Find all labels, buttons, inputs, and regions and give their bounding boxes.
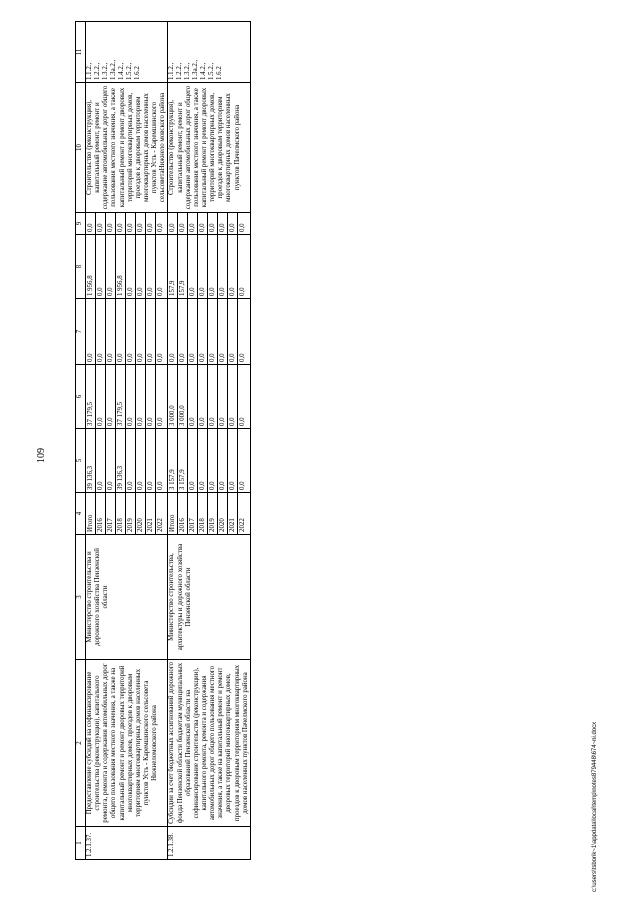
year-cell: 2022	[239, 518, 247, 532]
year-cell: 2018	[198, 493, 208, 534]
value-cell: 0,0	[157, 353, 164, 362]
value-cell: 0,0	[228, 235, 238, 298]
value-cell: 0,0	[116, 213, 126, 234]
row-code: 1.2.1.37.	[86, 827, 168, 860]
value-cell: 0,0	[188, 235, 198, 298]
row-description: Субсидии за счет бюджетных ассигнований дорожного фонда Пензенской области бюджетам муниципальных образований Пензенской области на софинансирование строительства (реконструкции), капитального ремонта, ремонта и содержания автомобильных дорог общего пользования местного значения, а также на капитальный ремонт и ремонт дворовых территорий многоквартирных домов, проездов к дворовым территориям многоквартирных домов населенных пунктов Пачелмского района	[168, 660, 250, 827]
value-cell: 3 157,9	[178, 429, 188, 492]
value-cell: 0,0	[178, 213, 188, 234]
table-row	[168, 22, 250, 860]
value-cell: 0,0	[198, 235, 208, 298]
year-cell: Итого	[168, 493, 178, 534]
value-cell: 0,0	[136, 299, 146, 364]
value-cell: 0,0	[208, 213, 218, 234]
value-cell: 1 956,8	[116, 235, 126, 298]
header-col-8: 8	[76, 235, 86, 299]
year-cell: 2022	[157, 518, 164, 532]
footer-file-path: c:\users\tsborik~1\appdata\local\temp\notes879448\674~ni.docx	[592, 721, 598, 892]
column-8-values	[86, 235, 168, 299]
value-cell: 0,0	[208, 235, 218, 298]
value-cell: 3 000,0	[178, 365, 188, 428]
year-cell: 2021	[146, 493, 156, 534]
indicator-code: 1.3.2.,	[184, 62, 192, 80]
rotated-table-container	[75, 22, 593, 860]
value-cell: 0,0	[188, 213, 198, 234]
value-cell: 0,0	[157, 223, 164, 232]
header-col-3: 3	[76, 535, 86, 660]
header-col-1: 1	[76, 827, 86, 860]
value-cell: 0,0	[239, 223, 247, 232]
value-cell: 0,0	[218, 365, 228, 428]
indicator-code: 1.2.2.,	[176, 62, 184, 80]
value-cell: 37 179,5	[116, 365, 126, 428]
value-cell: 0,0	[239, 353, 247, 362]
value-cell: 0,0	[168, 299, 178, 364]
value-cell: 0,0	[126, 299, 136, 364]
row-expected-result: Строительство (реконструкция), капитальный ремонт, ремонт и содержание автомобильных дорог общего пользования местного значения, а также капитальный ремонт и ремонт дворовых территорий многоквартирных домов, проездов к дворовым территориям многоквартирных домов населенных пунктов Пачелмского района	[168, 83, 250, 213]
value-cell: 3 157,9	[168, 429, 178, 492]
value-cell: 39 136,3	[86, 429, 96, 492]
page-number: 109	[36, 448, 47, 463]
indicator-code: 1.3а.2.,	[192, 59, 200, 80]
table-row	[86, 22, 168, 860]
value-cell: 0,0	[198, 365, 208, 428]
year-cell: 2020	[218, 493, 228, 534]
value-cell: 0,0	[146, 299, 156, 364]
value-cell: 0,0	[126, 365, 136, 428]
header-col-10: 10	[76, 83, 86, 213]
header-col-6: 6	[76, 365, 86, 429]
header-col-2: 2	[76, 660, 86, 827]
value-cell: 0,0	[96, 235, 106, 298]
indicator-code: 1.1.2.,	[86, 62, 93, 80]
value-cell: 0,0	[146, 365, 156, 428]
value-cell: 0,0	[136, 235, 146, 298]
row-indicator-codes	[168, 22, 250, 83]
year-list	[168, 493, 250, 535]
value-cell: 0,0	[208, 429, 218, 492]
value-cell: 0,0	[218, 213, 228, 234]
row-indicator-codes	[86, 22, 168, 83]
value-cell: 0,0	[86, 299, 96, 364]
value-cell: 0,0	[157, 417, 164, 426]
value-cell: 0,0	[188, 365, 198, 428]
indicator-code: 1.6.2	[216, 66, 224, 80]
value-cell: 0,0	[146, 213, 156, 234]
year-cell: 2017	[106, 493, 116, 534]
value-cell: 0,0	[136, 213, 146, 234]
header-col-9: 9	[76, 213, 86, 235]
value-cell: 0,0	[126, 429, 136, 492]
year-cell: 2020	[136, 493, 146, 534]
value-cell: 0,0	[239, 481, 247, 490]
value-cell: 0,0	[218, 429, 228, 492]
value-cell: 0,0	[239, 417, 247, 426]
column-9-values	[168, 213, 250, 235]
column-7-values	[168, 299, 250, 365]
year-cell: 2017	[188, 493, 198, 534]
value-cell: 39 136,3	[116, 429, 126, 492]
year-cell: 2016	[96, 493, 106, 534]
value-cell: 0,0	[146, 429, 156, 492]
value-cell: 0,0	[218, 299, 228, 364]
column-8-values	[168, 235, 250, 299]
header-col-4: 4	[76, 493, 86, 535]
indicator-code: 1.2.2.,	[94, 62, 101, 80]
row-description: Предоставление субсидий на софинансирование строительства (реконструкции), капитального ремонта, ремонта и содержания автомобильных дорог общего пользования местного значения, а также на капитальный ремонт и ремонт дворовых территорий многоквартирных домов, проездов к дворовым территориям многоквартирных домов населенных пунктов Усть - Каремшинского сельсовета Нижнеломовского района	[86, 660, 168, 827]
value-cell: 0,0	[188, 299, 198, 364]
header-row	[76, 22, 86, 860]
value-cell: 0,0	[188, 429, 198, 492]
value-cell: 0,0	[228, 299, 238, 364]
value-cell: 0,0	[86, 213, 96, 234]
value-cell: 0,0	[168, 213, 178, 234]
indicator-code: 1.3а.2.,	[110, 59, 117, 80]
row-expected-result: Строительство (реконструкция), капитальный ремонт, ремонт и содержание автомобильных дорог общего пользования местного значения, а также капитальный ремонт и ремонт дворовых территорий многоквартирных домов, проездов к дворовым территориям многоквартирных домов населенных пунктов Усть - Каремшинского сельсоветаНижнело мовского района	[86, 83, 168, 213]
indicator-code: 1.3.2.,	[102, 62, 109, 80]
year-cell: 2019	[126, 493, 136, 534]
year-cell: 2016	[178, 493, 188, 534]
total-funding-values	[168, 429, 250, 493]
year-cell: 2018	[116, 493, 126, 534]
indicator-code: 1.4.2.,	[118, 62, 125, 80]
value-cell: 0,0	[106, 365, 116, 428]
value-cell: 0,0	[208, 299, 218, 364]
value-cell: 0,0	[96, 299, 106, 364]
program-activities-table	[75, 21, 251, 860]
year-cell: Итого	[86, 493, 96, 534]
value-cell: 0,0	[106, 235, 116, 298]
indicator-code: 1.4.2.,	[200, 62, 208, 80]
value-cell: 0,0	[208, 365, 218, 428]
total-funding-values	[86, 429, 168, 493]
value-cell: 0,0	[96, 213, 106, 234]
value-cell: 0,0	[228, 429, 238, 492]
header-col-5: 5	[76, 429, 86, 493]
value-cell: 0,0	[157, 481, 164, 490]
value-cell: 0,0	[239, 287, 247, 296]
value-cell: 1 956,8	[86, 235, 96, 298]
value-cell: 0,0	[96, 365, 106, 428]
row-code: 1.2.1.38.	[168, 827, 250, 860]
value-cell: 0,0	[218, 235, 228, 298]
column-9-values	[86, 213, 168, 235]
value-cell: 0,0	[178, 299, 188, 364]
value-cell: 0,0	[198, 299, 208, 364]
column-7-values	[86, 299, 168, 365]
header-col-11: 11	[76, 22, 86, 83]
value-cell: 157,9	[178, 235, 188, 298]
value-cell: 157,9	[168, 235, 178, 298]
value-cell: 0,0	[146, 235, 156, 298]
row-executor: Министерство строительства, архитектуры и дорожного хозяйства Пензенской области	[168, 535, 250, 660]
indicator-code: 1.6.2	[134, 66, 141, 80]
value-cell: 0,0	[198, 213, 208, 234]
value-cell: 37 179,5	[86, 365, 96, 428]
value-cell: 0,0	[106, 213, 116, 234]
value-cell: 0,0	[126, 235, 136, 298]
value-cell: 3 000,0	[168, 365, 178, 428]
value-cell: 0,0	[157, 287, 164, 296]
column-6-values	[86, 365, 168, 429]
column-6-values	[168, 365, 250, 429]
year-cell: 2019	[208, 493, 218, 534]
indicator-code: 1.1.2.,	[168, 62, 176, 80]
value-cell: 0,0	[96, 429, 106, 492]
indicator-code: 1.5.2.,	[208, 62, 216, 80]
value-cell: 0,0	[126, 213, 136, 234]
value-cell: 0,0	[136, 365, 146, 428]
year-list	[86, 493, 168, 535]
value-cell: 0,0	[136, 429, 146, 492]
indicator-code: 1.5.2.,	[126, 62, 133, 80]
value-cell: 0,0	[106, 429, 116, 492]
value-cell: 0,0	[228, 365, 238, 428]
value-cell: 0,0	[106, 299, 116, 364]
value-cell: 0,0	[116, 299, 126, 364]
value-cell: 0,0	[228, 213, 238, 234]
row-executor: Министерство строительства и дорожного хозяйства Пензенской области	[86, 535, 168, 660]
header-col-7: 7	[76, 299, 86, 365]
year-cell: 2021	[228, 493, 238, 534]
value-cell: 0,0	[198, 429, 208, 492]
